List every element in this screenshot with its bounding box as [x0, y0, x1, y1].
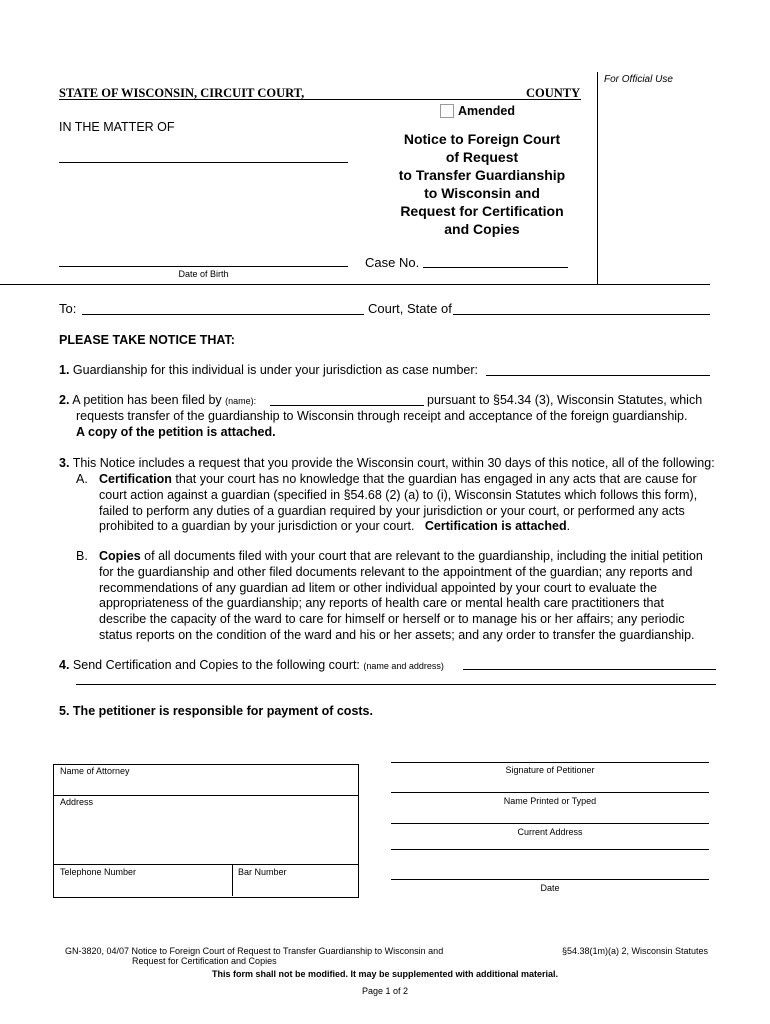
address-line-2-field[interactable]	[391, 849, 709, 850]
page-number: Page 1 of 2	[361, 986, 409, 996]
case-no-label: Case No.	[365, 255, 420, 270]
item-2	[59, 393, 256, 410]
attorney-box-divider	[232, 865, 233, 896]
attorney-box-divider	[53, 864, 358, 865]
dob-label: Date of Birth	[178, 269, 229, 279]
county-label: COUNTY	[526, 86, 581, 100]
item-2-line2: requests transfer of the guardianship to Wisconsin through receipt and acceptance of the foreign guardianship.	[76, 409, 688, 423]
item-number: 5.	[59, 704, 70, 718]
certification-attached: Certification is attached	[424, 519, 567, 534]
date-label: Date	[540, 883, 560, 893]
item-number: 1.	[59, 363, 70, 377]
printed-name-label: Name Printed or Typed	[503, 796, 597, 806]
attorney-name-field[interactable]: Name of Attorney	[60, 766, 130, 776]
petitioner-name-field[interactable]	[270, 405, 424, 406]
item-3b-line: for the guardianship and other filed documents relevant to the appointment of the guardian; any reports and	[99, 564, 693, 579]
item-1-text: Guardianship for this individual is under your jurisdiction as case number:	[72, 363, 478, 377]
title-line: of Request	[445, 149, 519, 165]
form-title	[360, 130, 604, 238]
current-address-field[interactable]	[391, 823, 709, 824]
item-3b-letter: B.	[76, 549, 88, 563]
item-5-text: The petitioner is responsible for payment of costs.	[72, 704, 373, 718]
dob-field[interactable]	[59, 266, 348, 267]
item-3a-line: failed to perform any duties of a guardian required by your jurisdiction or your court, or performed any acts	[99, 503, 685, 518]
telephone-field[interactable]: Telephone Number	[60, 867, 137, 877]
signature-label: Signature of Petitioner	[505, 765, 595, 775]
item-2-attached: A copy of the petition is attached.	[76, 425, 276, 439]
copies-label: Copies	[99, 549, 141, 563]
item-3a	[99, 472, 719, 535]
modification-notice: This form shall not be modified. It may be supplemented with additional material.	[211, 969, 559, 979]
case-no-field[interactable]	[423, 267, 568, 268]
to-label: To:	[59, 301, 77, 316]
attorney-address-field[interactable]: Address	[60, 797, 94, 807]
title-line: and Copies	[444, 221, 520, 237]
court-state-label: Court, State of	[368, 301, 452, 316]
title-line: to Transfer Guardianship	[398, 167, 566, 183]
form-id: GN-3820, 04/07 Notice to Foreign Court of Request to Transfer Guardianship to Wisconsin and	[65, 946, 444, 956]
item-number: 3.	[59, 456, 70, 470]
notice-heading: PLEASE TAKE NOTICE THAT:	[59, 333, 235, 347]
attorney-box-divider	[53, 795, 358, 796]
item-3a-line: prohibited to a guardian by your jurisdiction or your court.	[99, 519, 415, 534]
item-3b-line: appropriateness of the guardianship; any reports of health care or mental health care practitioners that	[99, 596, 664, 611]
name-address-hint: (name and address)	[363, 661, 444, 671]
item-4	[59, 658, 444, 675]
item-3b-line: recommendations of any guardian ad litem or other individual appointed by your court to evaluate the	[99, 580, 657, 595]
name-hint: (name):	[225, 396, 257, 406]
title-line: Notice to Foreign Court	[403, 131, 561, 147]
item-number: 4.	[59, 658, 70, 672]
title-line: Request for Certification	[400, 203, 564, 219]
current-address-label: Current Address	[517, 827, 583, 837]
item-5	[59, 704, 373, 720]
item-3-text: This Notice includes a request that you provide the Wisconsin court, within 30 days of this notice, all of the following:	[72, 456, 715, 470]
matter-name-field[interactable]	[59, 162, 348, 163]
item-3a-line: that your court has no knowledge that the guardian has engaged in any acts that are cause for	[175, 472, 697, 486]
case-number-field[interactable]	[486, 375, 710, 376]
matter-of-label: IN THE MATTER OF	[59, 120, 175, 134]
item-4-text: Send Certification and Copies to the following court:	[72, 658, 360, 672]
bar-number-field[interactable]: Bar Number	[238, 867, 287, 877]
item-3a-period: .	[566, 519, 571, 534]
item-3b-line: describe the capacity of the ward to care for himself or herself or to manage his or her affairs; any periodic	[99, 612, 685, 627]
item-3a-letter: A.	[76, 472, 88, 486]
item-3b	[99, 549, 719, 644]
item-1	[59, 363, 478, 379]
court-name-field[interactable]	[463, 669, 716, 670]
item-2-statute: pursuant to §54.34 (3), Wisconsin Statutes, which	[427, 393, 703, 407]
date-field[interactable]	[391, 879, 709, 880]
item-2-text: A petition has been filed by	[72, 393, 222, 407]
court-heading: STATE OF WISCONSIN, CIRCUIT COURT,	[59, 86, 305, 100]
item-3	[59, 456, 715, 472]
item-3b-line: status reports on the condition of the ward and his or her assets; and any order to transfer the guardianship.	[99, 627, 695, 642]
title-line: to Wisconsin and	[424, 185, 540, 201]
item-number: 2.	[59, 393, 70, 407]
printed-name-field[interactable]	[391, 792, 709, 793]
item-3a-line: court action against a guardian (specified in §54.68 (2) (a) to (i), Wisconsin Statutes which follows this form),	[99, 487, 698, 502]
amended-checkbox[interactable]	[440, 104, 454, 118]
header-divider	[0, 284, 710, 285]
certification-label: Certification	[99, 472, 172, 486]
court-address-field[interactable]	[76, 684, 716, 685]
to-field[interactable]	[82, 314, 364, 315]
official-use-label: For Official Use	[604, 74, 673, 85]
amended-label: Amended	[458, 104, 515, 118]
signature-field[interactable]	[391, 762, 709, 763]
state-field[interactable]	[453, 314, 710, 315]
statute-reference: §54.38(1m)(a) 2, Wisconsin Statutes	[562, 946, 709, 956]
county-underline	[59, 99, 581, 100]
item-3b-line: of all documents filed with your court that are relevant to the guardianship, including the initial petition	[144, 549, 703, 563]
attorney-box	[53, 764, 359, 898]
form-id-line2: Request for Certification and Copies	[132, 956, 277, 966]
